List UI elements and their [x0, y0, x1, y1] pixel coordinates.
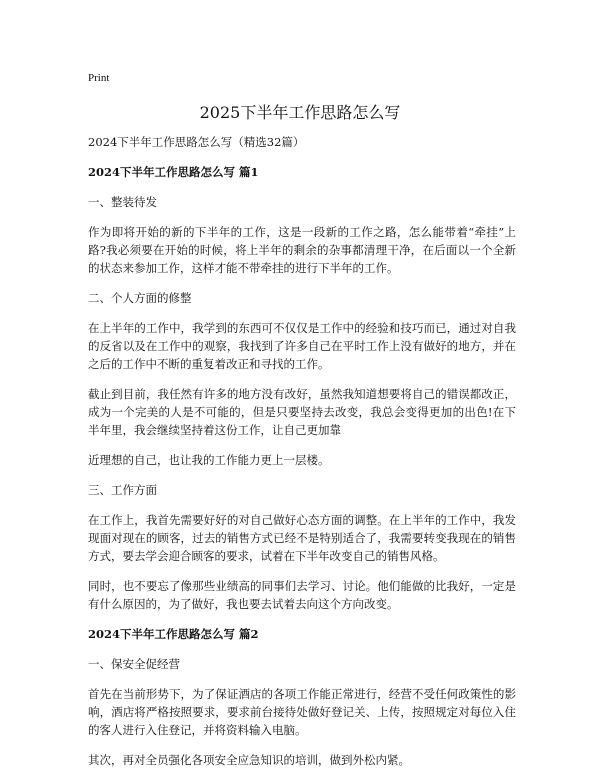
section-heading-2: 2024下半年工作思路怎么写 篇2 — [88, 627, 259, 641]
paragraph: 同时，也不要忘了像那些业绩高的同事们去学习、讨论。他们能做的比我好，一定是有什么原因的，为了做好，我也要去试着去向这个方向改变。 — [88, 579, 516, 611]
subheading-1-3: 三、工作方面 — [88, 483, 157, 497]
section-heading-1: 2024下半年工作思路怎么写 篇1 — [88, 165, 259, 179]
paragraph: 近理想的自己，也让我的工作能力更上一层楼。 — [88, 453, 330, 467]
page-title: 2025下半年工作思路怎么写 — [199, 103, 401, 122]
subheading-1-1: 一、整装待发 — [88, 195, 157, 209]
document-subtitle: 2024下半年工作思路怎么写（精选32篇） — [88, 135, 305, 149]
subheading-2-1: 一、保安全促经营 — [88, 657, 180, 671]
paragraph: 作为即将开始的新的下半年的工作，这是一段新的工作之路，怎么能带着“牵挂”上路?我必须要在开始的时候，将上半年的剩余的杂事都清理干净，在后面以一个全新的状态来参加工作，这样才能不带牵挂的进行下半年的工作。 — [88, 225, 516, 275]
paragraph: 截止到目前，我任然有许多的地方没有改好，虽然我知道想要将自己的错误都改正，成为一个完美的人是不可能的，但是只要坚持去改变，我总会变得更加的出色!在下半年里，我会继续坚持着这份工作，让自己更加靠 — [88, 387, 516, 437]
document-body — [88, 133, 516, 781]
subheading-1-2: 二、个人方面的修整 — [88, 291, 192, 305]
paragraph: 在工作上，我首先需要好好的对自己做好心态方面的调整。在上半年的工作中，我发现面对现在的顾客，过去的销售方式已经不是特别适合了，我需要转变我现在的销售方式，要去学会迎合顾客的要求，试着在下半年改变自己的销售风格。 — [88, 513, 516, 563]
paragraph: 其次，再对全员强化各项安全应急知识的培训，做到外松内紧。 — [88, 753, 410, 767]
paragraph: 在上半年的工作中，我学到的东西可不仅仅是工作中的经验和技巧而已，通过对自我的反省以及在工作中的观察，我找到了许多自己在平时工作上没有做好的地方，并在之后的工作中不断的重复着改正和寻找的工作。 — [88, 321, 516, 371]
print-label: Print — [88, 72, 110, 84]
paragraph: 首先在当前形势下，为了保证酒店的各项工作能正常进行，经营不受任何政策性的影响，酒店将严格按照要求，要求前台接待处做好登记关、上传，按照规定对每位入住的客人进行入住登记，并将资料输入电脑。 — [88, 687, 516, 737]
